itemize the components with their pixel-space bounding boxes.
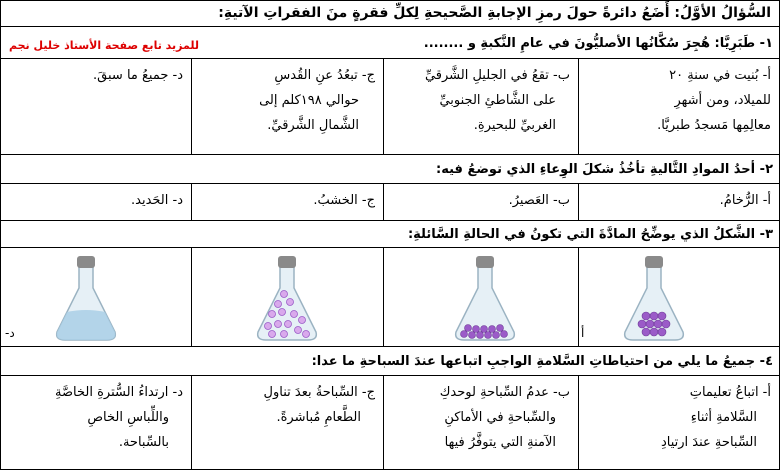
q4-option-d[interactable] bbox=[1, 376, 191, 469]
q4-options bbox=[1, 376, 779, 469]
q3-d-label: د- bbox=[5, 326, 15, 340]
promo-note: للمزيد تابع صفحة الأستاذ خليل نجم bbox=[9, 39, 199, 52]
q2-option-b[interactable] bbox=[383, 184, 578, 220]
q1-option-a[interactable] bbox=[578, 59, 779, 154]
q2-stem: ٢- أحدُ الموادِ التَّاليةِ تأخُذُ شكلَ الوِعاءِ الذي توضعُ فيه: bbox=[436, 162, 773, 177]
q1-b-line2: على الشَّاطئِ الجنوبيِّ bbox=[439, 93, 556, 108]
q3-stem-row bbox=[1, 221, 779, 248]
q2-options bbox=[1, 184, 779, 221]
q1-stem: ١- طَبَرِيَّا: هُجِرَ سُكَّانُها الأصليُّونَ في عامِ النَّكبةِ و ........ bbox=[423, 36, 773, 51]
q4-b-line3: الآمنةِ التي يتوفَّرُ فيها bbox=[444, 435, 556, 450]
q2-d-text: د- الحَديد. bbox=[131, 193, 183, 208]
q1-c-line2: حوالي ١٩٨كلم إلى bbox=[259, 93, 359, 108]
q1-b-line1: ب- تقعُ في الجليلِ الشَّرقيِّ bbox=[424, 68, 570, 83]
q1-b-line3: الغربيِّ للبحيرةِ. bbox=[473, 118, 556, 133]
q2-option-d[interactable] bbox=[1, 184, 191, 220]
q2-b-text: ب- العَصيرُ. bbox=[508, 193, 570, 208]
q1-option-c[interactable] bbox=[191, 59, 383, 154]
q1-d-line1: د- جميعُ ما سبقَ. bbox=[93, 68, 183, 83]
q4-a-line2: السَّلامةِ أثناءِ bbox=[690, 410, 757, 425]
q4-option-c[interactable] bbox=[191, 376, 383, 469]
q4-d-line1: د- ارتداءُ السُّترةِ الخاصَّةِ bbox=[55, 385, 183, 400]
q3-option-c[interactable] bbox=[191, 248, 383, 346]
flask-dispersed-particles-icon bbox=[252, 254, 322, 342]
q4-c-line1: ج- السِّباحةُ بعدَ تناولِ bbox=[263, 385, 375, 400]
q1-option-b[interactable] bbox=[383, 59, 578, 154]
q2-c-text: ج- الخشبُ. bbox=[313, 193, 375, 208]
q4-b-line2: والسِّباحةِ في الأماكنِ bbox=[444, 410, 556, 425]
q1-stem-row bbox=[1, 27, 779, 59]
q3-option-b[interactable] bbox=[383, 248, 578, 346]
q3-stem: ٣- الشَّكلُ الذي يوضِّحُ المادَّةَ التي تكونُ في الحالةِ السَّائلةِ: bbox=[407, 227, 773, 242]
flask-settled-particles-icon bbox=[450, 254, 520, 342]
flask-liquid-icon bbox=[51, 254, 121, 342]
q4-stem: ٤- جميعُ ما يلي من احتياطاتِ السَّلامةِ الواجبِ اتباعها عندَ السباحةِ ما عدا: bbox=[311, 354, 773, 369]
q2-stem-row bbox=[1, 155, 779, 184]
q2-a-text: أ- الرُّخامُ. bbox=[719, 193, 771, 208]
q4-c-line2: الطَّعامِ مُباشرةً. bbox=[276, 410, 361, 425]
q1-a-line2: للميلاد، ومن أشهرِ bbox=[674, 93, 771, 108]
q4-option-b[interactable] bbox=[383, 376, 578, 469]
q3-a-label: أ bbox=[581, 326, 585, 340]
q1-a-line3: معالِمِها مَسجدُ طبريَّا. bbox=[657, 118, 771, 133]
q4-d-line2: واللِّباسِ الخاصِ bbox=[87, 410, 169, 425]
q3-option-d[interactable] bbox=[1, 248, 191, 346]
question-title bbox=[1, 1, 779, 27]
q4-d-line3: بالسِّباحة. bbox=[118, 435, 169, 450]
q1-a-line1: أ- بُنيت في سنةِ ٢٠ bbox=[669, 68, 771, 83]
q1-c-line1: ج- تبعُدُ عنِ القُدسِ bbox=[274, 68, 375, 83]
q4-option-a[interactable] bbox=[578, 376, 779, 469]
q1-option-d[interactable] bbox=[1, 59, 191, 154]
q1-options bbox=[1, 59, 779, 155]
q2-option-c[interactable] bbox=[191, 184, 383, 220]
q1-c-line3: الشَّمالِ الشَّرقيِّ. bbox=[267, 118, 359, 133]
q3-options bbox=[1, 248, 779, 347]
q2-option-a[interactable] bbox=[578, 184, 779, 220]
q4-b-line1: ب- عدمُ السِّباحةِ لوحدكِ bbox=[439, 385, 570, 400]
flask-packed-solid-icon bbox=[619, 254, 689, 342]
page-title: السُّؤالُ الأوَّلُ: أَضَعُ دائرةً حولَ رمزِ الإجابةِ الصَّحيحةِ لِكلِّ فقرةٍ منَ الفقراتِ الآتيةِ: bbox=[218, 5, 771, 21]
q4-stem-row bbox=[1, 347, 779, 376]
q4-a-line1: أ- اتباعُ تعليماتِ bbox=[689, 385, 771, 400]
q3-option-a[interactable] bbox=[578, 248, 779, 346]
q4-a-line3: السِّباحةِ عندَ ارتيادِ bbox=[660, 435, 757, 450]
